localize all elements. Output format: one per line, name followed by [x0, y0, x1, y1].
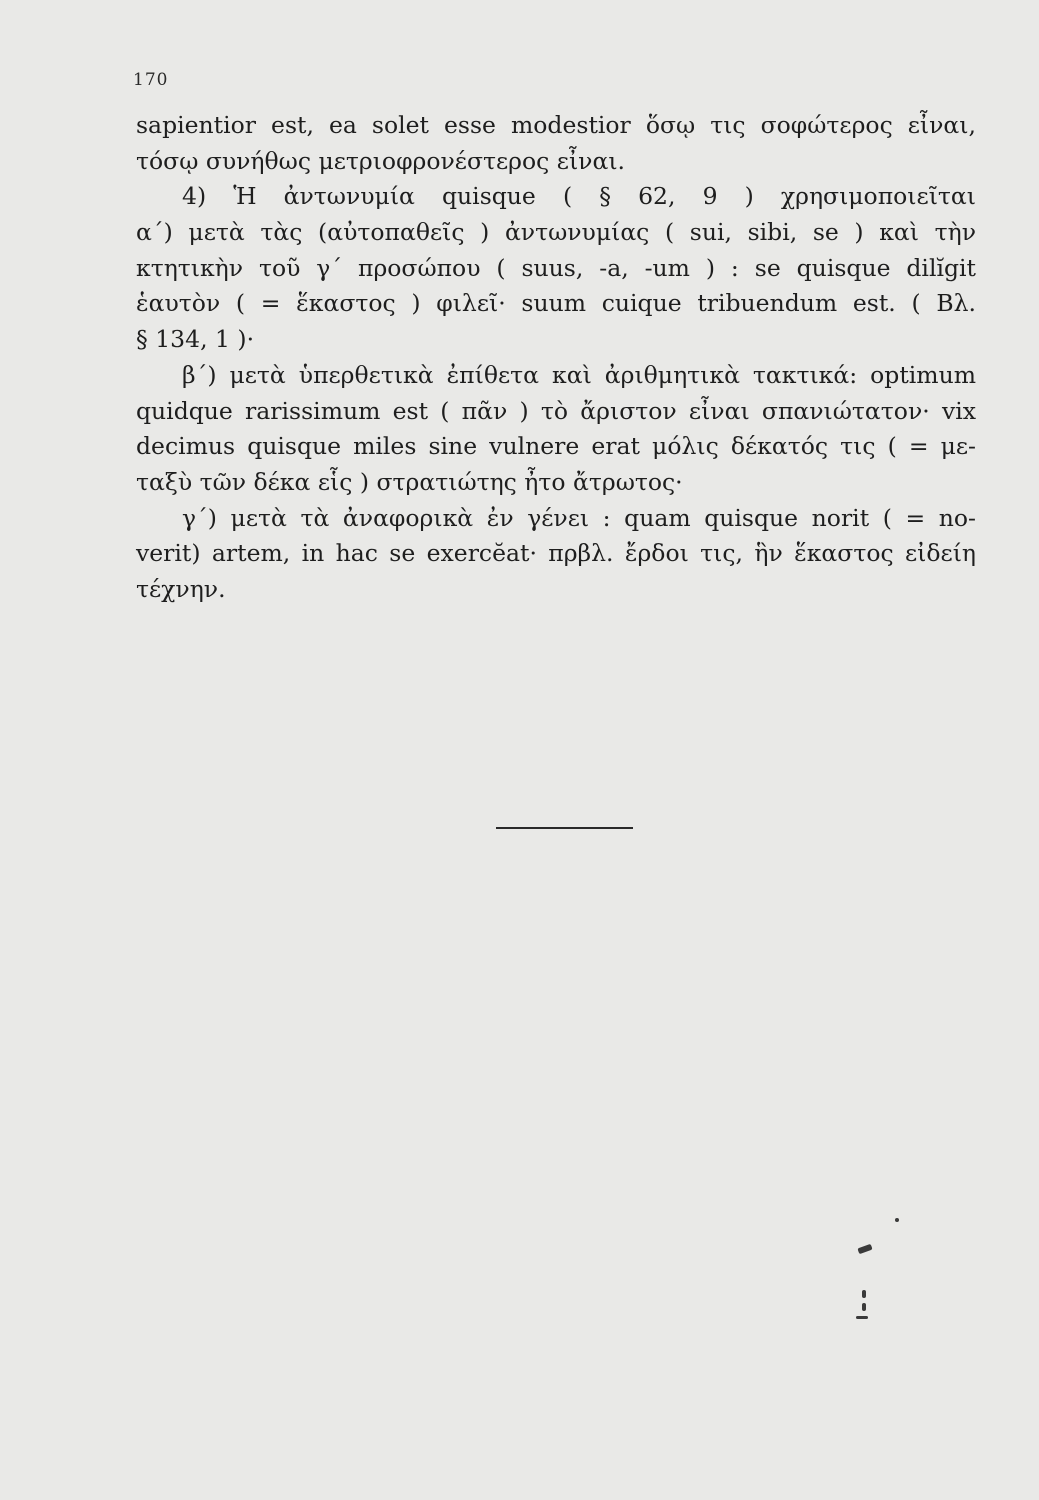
- scan-speck: [895, 1218, 899, 1222]
- text-line: ἑαυτὸν ( = ἕκαστος ) φιλεῖ· suum cuique tribuendum est. ( Βλ.: [136, 289, 976, 318]
- text-line: κτητικὴν τοῦ γ΄ προσώπου ( suus, -a, -um ) : se quisque dilĭgit: [136, 253, 976, 282]
- text-line: § 134, 1 )·: [136, 325, 255, 354]
- scan-speck: [862, 1290, 866, 1298]
- scan-speck: [862, 1303, 866, 1311]
- text-line: sapientior est, ea solet esse modestior ὅσῳ τις σοφώτερος εἶναι,: [136, 111, 976, 139]
- text-line: β΄) μετὰ ὑπερθετικὰ ἐπίθετα καὶ ἀριθμητικὰ τακτικά: optimum: [182, 360, 976, 389]
- scan-speck: [856, 1316, 868, 1319]
- text-line: quidque rarissimum est ( πᾶν ) τὸ ἄριστον εἶναι σπανιώτατον· vix: [136, 396, 976, 425]
- text-line: 4) Ἡ ἀντωνυμία quisque ( § 62, 9 ) χρησιμοποιεῖται: [182, 182, 976, 211]
- text-line: γ΄) μετὰ τὰ ἀναφορικὰ ἐν γένει : quam quisque norit ( = no-: [182, 503, 976, 532]
- text-line: verit) artem, in hac se exercĕat· πρβλ. ἔρδοι τις, ἣν ἕκαστος εἰδείη: [136, 539, 976, 568]
- text-line: decimus quisque miles sine vulnere erat μόλις δέκατός τις ( = με-: [136, 432, 976, 461]
- text-line: τόσῳ συνήθως μετριοφρονέστερος εἶναι.: [136, 146, 626, 175]
- section-divider: [496, 827, 633, 829]
- body-text: [136, 108, 976, 608]
- page-number: 170: [133, 70, 169, 90]
- text-line: α΄) μετὰ τὰς (αὐτοπαθεῖς ) ἀντωνυμίας ( sui, sibi, se ) καὶ τὴν: [136, 218, 976, 247]
- text-line: τέχνην.: [136, 574, 226, 603]
- text-line: ταξὺ τῶν δέκα εἷς ) στρατιώτης ἦτο ἄτρωτος·: [136, 467, 683, 496]
- scan-speck: [857, 1244, 872, 1254]
